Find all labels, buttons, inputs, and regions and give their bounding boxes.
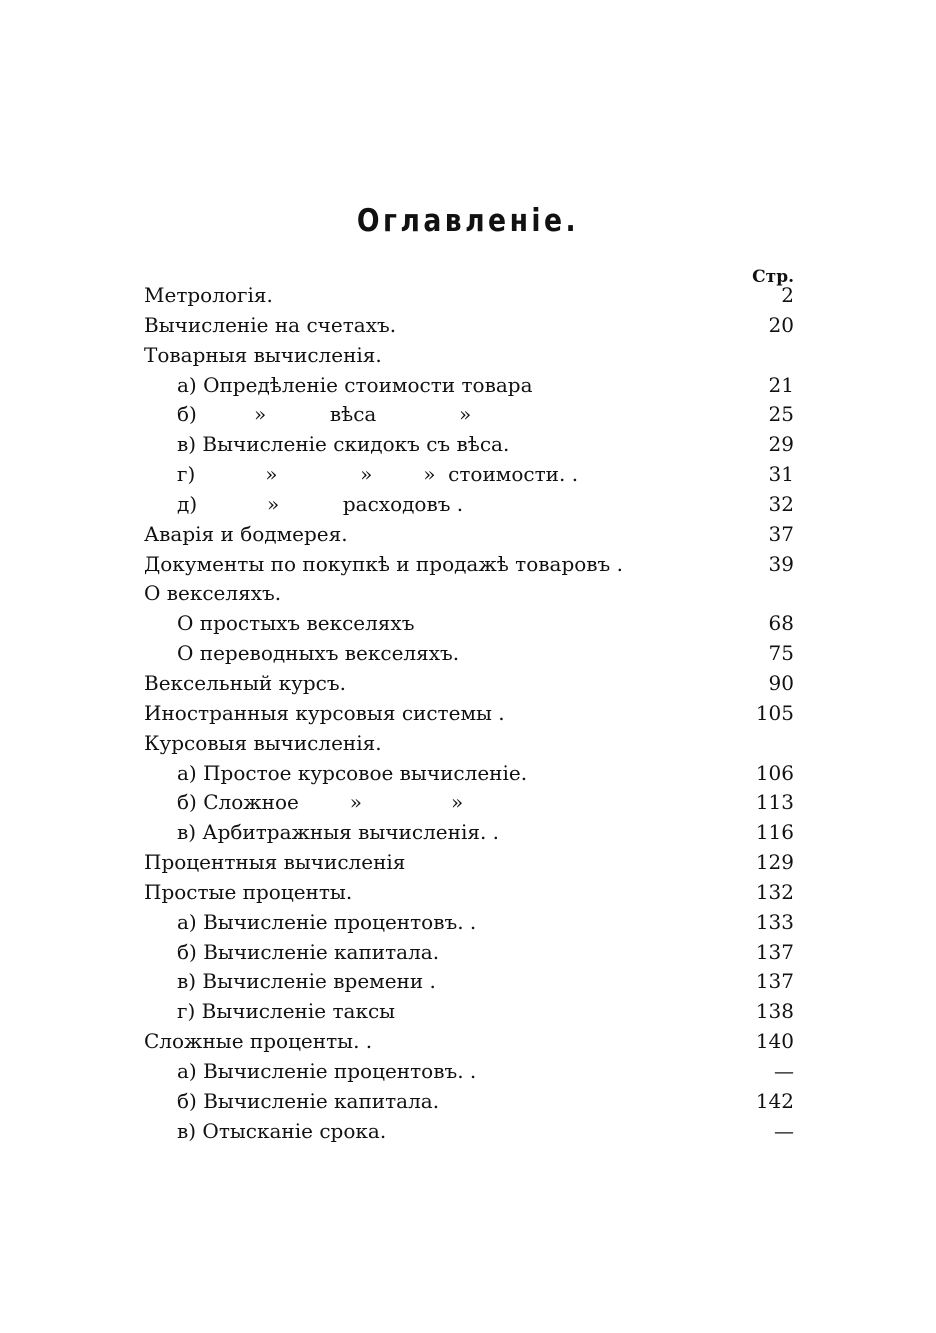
toc-entry <box>0 669 936 699</box>
toc-entry-page: 113 <box>755 790 794 815</box>
page-column-label: Стр. <box>752 267 794 287</box>
table-of-contents <box>0 281 936 1146</box>
toc-entry <box>0 699 936 729</box>
toc-entry <box>0 460 936 490</box>
toc-entry <box>0 1117 936 1147</box>
toc-entry-page: 140 <box>755 1029 794 1054</box>
toc-entry <box>0 609 936 639</box>
toc-entry-label: г) » » » стоимости. . <box>177 462 579 487</box>
toc-entry-label: а) Опредѣленіе стоимости товара <box>177 372 533 397</box>
toc-entry <box>0 967 936 997</box>
toc-entry <box>0 400 936 430</box>
toc-entry-page: 31 <box>768 462 794 487</box>
toc-entry-page: 132 <box>755 879 794 904</box>
toc-entry-label: г) Вычисленіе таксы <box>177 999 396 1024</box>
toc-entry-label: б) Вычисленіе капитала. <box>177 939 440 964</box>
toc-entry-label: д) » расходовъ . <box>177 491 464 516</box>
toc-entry-label: б) » вѣса » <box>177 402 472 427</box>
toc-entry-label: Метрологія. <box>144 283 273 307</box>
toc-entry-label: в) Вычисленіе скидокъ съ вѣса. <box>177 432 510 457</box>
toc-entry-label: Простые проценты. <box>144 879 353 904</box>
toc-entry <box>0 729 936 759</box>
toc-entry <box>0 848 936 878</box>
toc-entry <box>0 818 936 848</box>
toc-entry-label: Вексельный курсъ. <box>144 670 346 695</box>
toc-entry-page: — <box>774 1118 794 1143</box>
toc-entry-page: 37 <box>768 521 794 546</box>
toc-entry-label: О переводныхъ векселяхъ. <box>177 641 460 666</box>
toc-entry-label: Сложные проценты. . <box>144 1029 373 1054</box>
toc-entry <box>0 550 936 580</box>
toc-entry-page: 39 <box>768 551 794 576</box>
toc-entry-label: О векселяхъ. <box>144 581 282 606</box>
toc-entry-page: 21 <box>768 372 794 397</box>
toc-entry <box>0 520 936 550</box>
toc-entry <box>0 1057 936 1087</box>
toc-entry-page: 20 <box>768 312 794 337</box>
toc-entry-label: Аварія и бодмерея. <box>144 521 348 546</box>
toc-entry-page: 75 <box>768 641 794 666</box>
toc-entry <box>0 1027 936 1057</box>
toc-entry <box>0 490 936 520</box>
toc-entry <box>0 878 936 908</box>
toc-entry-label: а) Простое курсовое вычисленіе. <box>177 760 528 785</box>
toc-entry-label: б) Вычисленіе капитала. <box>177 1088 440 1113</box>
toc-entry-page: 29 <box>768 432 794 457</box>
toc-entry-page: 25 <box>768 402 794 427</box>
toc-entry-page: 116 <box>755 820 794 845</box>
page-title: Оглавленіе. <box>356 203 580 239</box>
toc-entry-page: 133 <box>755 909 794 934</box>
toc-entry <box>0 430 936 460</box>
toc-entry <box>0 759 936 789</box>
toc-entry-page: 142 <box>755 1088 794 1113</box>
toc-entry-label: а) Вычисленіе процентовъ. . <box>177 1058 477 1083</box>
toc-entry-page: 106 <box>755 760 794 785</box>
toc-entry <box>0 311 936 341</box>
toc-entry-label: Курсовыя вычисленія. <box>144 730 382 755</box>
toc-entry-page: 137 <box>755 969 794 994</box>
toc-entry <box>0 938 936 968</box>
toc-entry-label: в) Арбитражныя вычисленія. . <box>177 820 500 845</box>
toc-entry-label: б) Сложное » » <box>177 790 464 815</box>
toc-entry-label: в) Вычисленіе времени . <box>177 969 436 994</box>
toc-entry-page: 68 <box>768 611 794 636</box>
toc-entry <box>0 341 936 371</box>
toc-entry-label: в) Отысканіе срока. <box>177 1118 387 1143</box>
toc-entry-page: 129 <box>755 850 794 875</box>
toc-entry-page: 105 <box>755 700 794 725</box>
toc-entry-label: Товарныя вычисленія. <box>144 342 382 367</box>
toc-entry-label: Процентныя вычисленія <box>144 850 406 875</box>
toc-entry-label: а) Вычисленіе процентовъ. . <box>177 909 477 934</box>
toc-entry-page: 137 <box>755 939 794 964</box>
toc-entry <box>0 281 936 311</box>
toc-entry-label: Иностранныя курсовыя системы . <box>144 700 505 725</box>
toc-entry <box>0 1087 936 1117</box>
toc-entry <box>0 788 936 818</box>
toc-entry-page: 90 <box>768 670 794 695</box>
toc-entry <box>0 639 936 669</box>
toc-entry-label: О простыхъ векселяхъ <box>177 611 415 636</box>
toc-entry <box>0 371 936 401</box>
toc-entry <box>0 579 936 609</box>
toc-entry-label: Вычисленіе на счетахъ. <box>144 312 397 337</box>
toc-entry-page: 32 <box>768 491 794 516</box>
toc-entry <box>0 908 936 938</box>
toc-entry-page: 138 <box>755 999 794 1024</box>
toc-entry-page: 2 <box>781 283 794 307</box>
toc-entry-page: — <box>774 1058 794 1083</box>
toc-entry <box>0 997 936 1027</box>
toc-entry-label: Документы по покупкѣ и продажѣ товаровъ . <box>144 551 623 576</box>
